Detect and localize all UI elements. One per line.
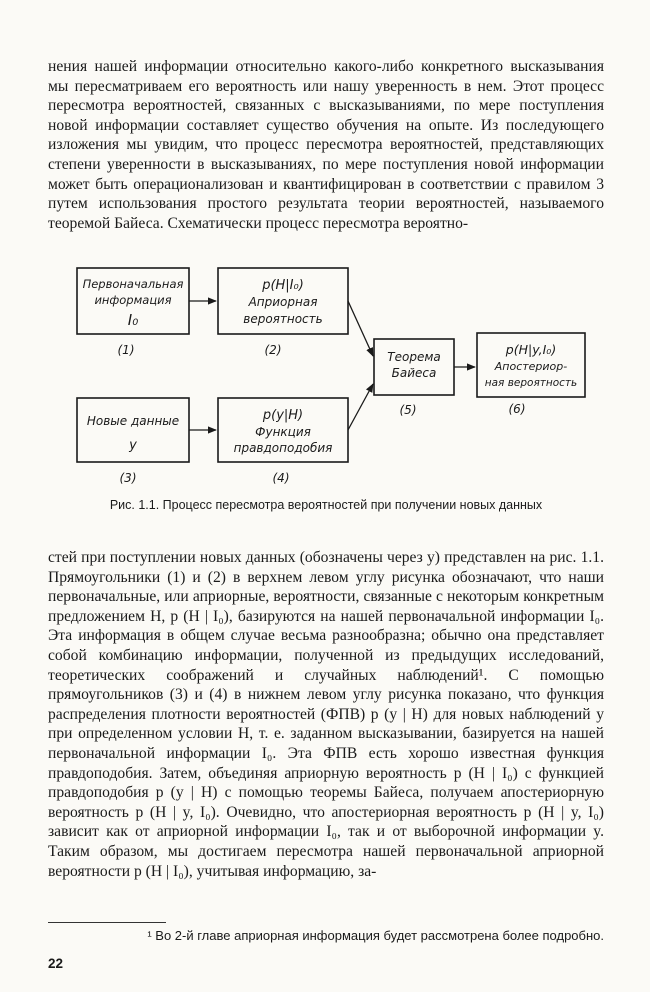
box5-line1: Теорема [387, 350, 441, 364]
box-prior-probability [218, 268, 348, 334]
arrow-4-to-5 [348, 384, 373, 430]
box2-line3: вероятность [243, 312, 323, 326]
box1-number: (1) [117, 343, 135, 357]
figure-caption: Рис. 1.1. Процесс пересмотра вероятностей при получении новых данных [109, 498, 543, 512]
page-number: 22 [48, 956, 64, 971]
box4-number: (4) [272, 471, 290, 485]
box4-line3: правдоподобия [233, 441, 333, 455]
box6-line2: Апостериор- [494, 360, 568, 373]
box2-number: (2) [264, 343, 282, 357]
box-likelihood-function [218, 398, 348, 462]
box-bayes-theorem [374, 339, 454, 395]
box1-line1: Первоначальная [82, 277, 184, 291]
box5-line2: Байеса [391, 366, 437, 380]
box-initial-information [77, 268, 189, 334]
box4-line2: Функция [255, 425, 311, 439]
box-posterior-probability [477, 333, 585, 397]
footnote: ¹ Во 2-й главе априорная информация будет рассмотрена более подробно. [147, 928, 604, 943]
arrow-2-to-5 [348, 301, 373, 356]
box3-line2: y [129, 438, 137, 453]
box2-line2: Априорная [248, 295, 318, 309]
body-paragraph-top: нения нашей информации относительно какого-либо конкретного высказывания мы пересматриваем его вероятность или нашу уверенность в нем. Этот процесс пересмотра вероятностей, связанных с высказываниями, по мере поступления новой информации составляет существо обучения на опыте. Из последующего изложения мы увидим, что процесс пересмотра вероятностей, представляющих степени уверенности в высказываниях, по мере поступления новой информации может быть операционализован и квантифицирован в соответствии с правилом 3 путем использования простого результата теории вероятностей, называемого теоремой Байеса. Схематически процесс пересмотра вероятно- [48, 58, 604, 232]
box3-number: (3) [119, 471, 137, 485]
box2-line1: p(H|I₀) [262, 278, 304, 293]
box6-line3: ная вероятность [484, 377, 578, 389]
box4-line1: p(y|H) [262, 408, 304, 423]
body-paragraph-bottom: стей при поступлении новых данных (обозначены через y) представлен на рис. 1.1. Прямоугольники (1) и (2) в верхнем левом углу рисунка обозначают, что наши первоначальные, или априорные, вероятности, связанные с некоторым конкретным предложением H, p (H | I₀), базируются на нашей первоначальной информации I₀. Эта информация в общем случае весьма разнообразна; обычно она представляет собой комбинацию информации, полученной из предыдущих исследований, теоретических соображений и случайных наблюдений¹. С помощью прямоугольников (3) и (4) в нижнем левом углу рисунка показано, что функция распределения плотности вероятностей (ФПВ) p (y | H) для новых наблюдений y при определенном условии H, т. е. заданном высказывании, базируется на нашей первоначальной информации I₀. Эта ФПВ есть хорошо известная функция правдоподобия. Затем, объединяя априорную вероятность p (H | I₀) с функцией правдоподобия p (y | H) с помощью теоремы Байеса, получаем апостериорную вероятность p (H | y, I₀). Очевидно, что апостериорная вероятность p (H | y, I₀) зависит как от априорной информации I₀, так и от выборочной информации y. Таким образом, мы достигаем пересмотра нашей первоначальной априорной вероятности p (H | I₀), учитывая информацию, за- [48, 549, 604, 880]
box6-line1: p(H|y,I₀) [505, 342, 557, 357]
footnote-divider [48, 922, 166, 923]
box5-number: (5) [399, 403, 417, 417]
box6-number: (6) [508, 402, 526, 416]
box1-line3: I₀ [127, 311, 139, 329]
box3-line1: Новые данные [86, 414, 180, 428]
box1-line2: информация [94, 293, 172, 307]
box-new-data [77, 398, 189, 462]
